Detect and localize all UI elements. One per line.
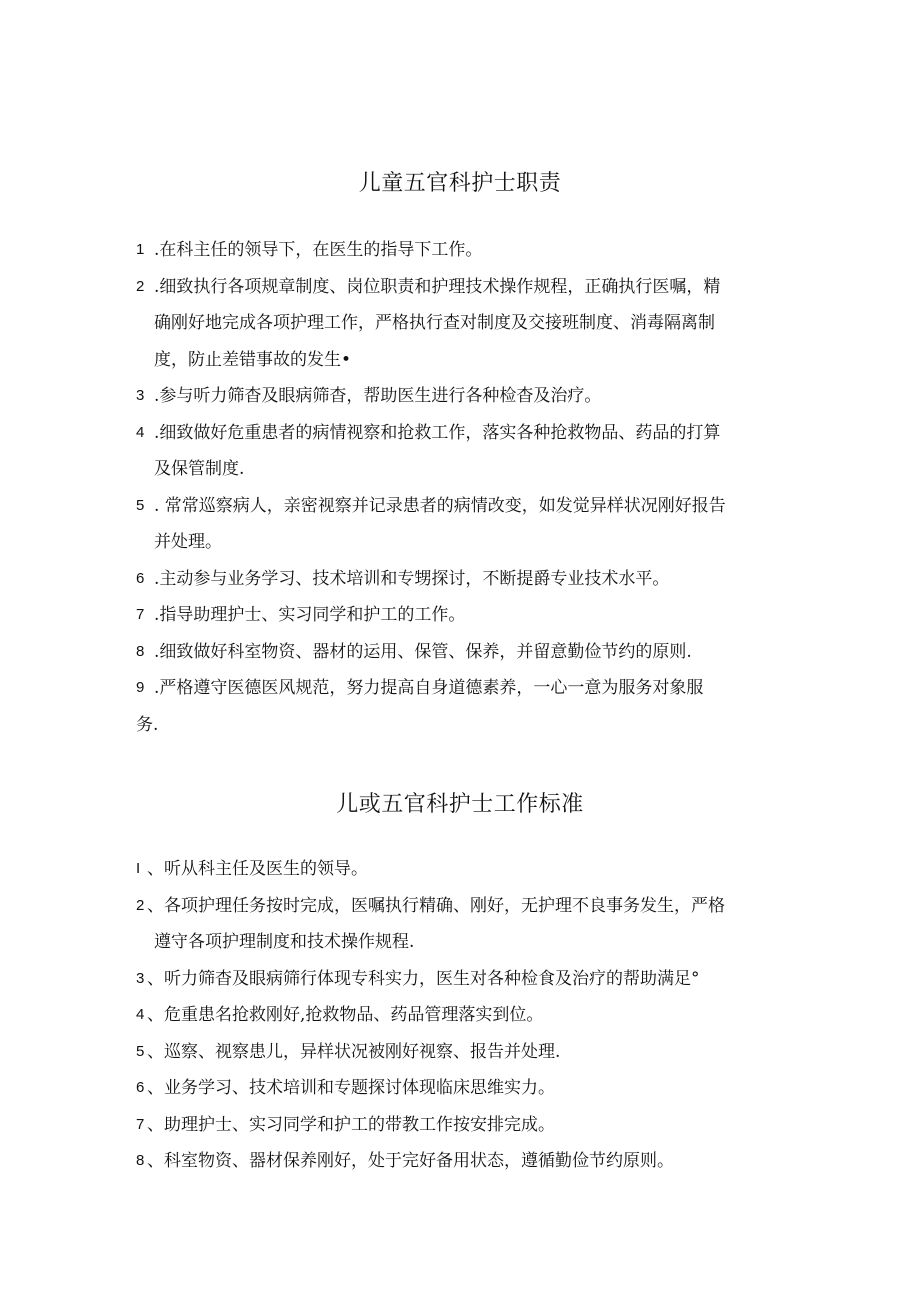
item-number: 6 — [136, 1079, 145, 1096]
item-number: 9 — [136, 679, 145, 696]
item-number: 8 — [136, 642, 145, 660]
list-item — [136, 488, 786, 561]
list-item — [136, 561, 786, 598]
item-text — [154, 488, 786, 561]
item-line: .主动参与业务学习、技术培训和专甥探讨，不断提爵专业技术水平。 — [154, 568, 670, 589]
item-text — [154, 561, 786, 598]
list-item — [136, 670, 786, 743]
list-item — [136, 1107, 786, 1144]
item-text — [147, 1143, 786, 1180]
duties-list — [136, 232, 786, 743]
item-line: 、各项护理任务按时完成，医嘱执行精确、刚好，无护理不良事务发生，严格 — [147, 895, 725, 916]
item-text — [147, 1107, 786, 1144]
item-line: 、助理护士、实习同学和护工的带教工作按安排完成。 — [147, 1114, 555, 1135]
item-text — [147, 961, 786, 998]
item-text — [154, 378, 786, 415]
item-line: .参与听力筛杳及眼病筛杳，帮助医生进行各种检杳及治疗。 — [154, 386, 602, 406]
list-item — [136, 1070, 786, 1107]
item-text — [147, 888, 786, 961]
item-number: 6 — [136, 569, 145, 587]
list-item — [136, 378, 786, 415]
item-line: .严格遵守医德医风规范，努力提高自身道德素养，一心一意为服务对象服 — [154, 678, 704, 698]
list-item — [136, 961, 786, 998]
item-number: 8 — [136, 1152, 145, 1169]
list-item — [136, 851, 786, 888]
item-line: .指导助理护士、实习同学和护工的工作。 — [154, 605, 466, 625]
list-item — [136, 232, 786, 269]
item-number: 7 — [136, 606, 145, 623]
item-text — [154, 269, 786, 379]
list-item — [136, 634, 786, 671]
item-line: 、科室物资、器材保养刚好，处于完好备用状态，遵循勤俭节约原则。 — [147, 1151, 674, 1171]
item-line: .在科主任的领导下，在医生的指导下工作。 — [154, 240, 483, 260]
item-text — [154, 415, 786, 488]
item-text — [154, 232, 786, 269]
list-item — [136, 997, 786, 1034]
item-number: 5 — [136, 496, 145, 514]
item-text — [147, 851, 786, 888]
list-item — [136, 415, 786, 488]
item-text — [136, 670, 786, 743]
section-title-duties: 儿童五官科护士职责 — [358, 171, 562, 196]
list-item — [136, 1034, 786, 1071]
item-line: 及保管制度. — [154, 459, 245, 479]
list-item — [136, 597, 786, 634]
item-line: 、巡察、视察患儿，异样状况被刚好视察、报告并处理. — [147, 1041, 561, 1062]
item-line: . 常常巡察病人，亲密视察并记录患者的病情改变，如发觉异样状况刚好报告 — [154, 495, 726, 516]
item-number: 2 — [136, 896, 145, 914]
standards-list — [136, 851, 786, 1180]
item-line: 、业务学习、技术培训和专题探讨体现临床思维实力。 — [147, 1078, 555, 1098]
item-number: 3 — [136, 387, 145, 404]
item-number: 2 — [136, 277, 145, 295]
item-line: 、听力筛杳及眼病筛行体现专科实力，医生对各种检食及治疗的帮助满足° — [147, 968, 700, 989]
list-item — [136, 269, 786, 379]
item-number: 5 — [136, 1042, 145, 1060]
item-text — [154, 634, 786, 671]
item-line: 务. — [136, 714, 159, 735]
list-item — [136, 888, 786, 961]
item-number: 3 — [136, 969, 145, 987]
item-line: .细致执行各项规章制度、岗位职责和护理技术操作规程，正确执行医嘱，精 — [154, 276, 721, 297]
item-number: 7 — [136, 1115, 145, 1133]
item-text — [154, 597, 786, 634]
item-line: .细致做好科室物资、器材的运用、保管、保养，并留意勤俭节约的原则. — [154, 641, 692, 662]
item-number: I — [136, 860, 141, 877]
item-text — [147, 997, 786, 1034]
item-text — [147, 1070, 786, 1107]
item-line: 、危重患名抢救刚好,抢救物品、药品管理落实到位。 — [147, 1005, 544, 1025]
item-number: 4 — [136, 1006, 145, 1023]
item-line: 、听从科主任及医生的领导。 — [147, 859, 368, 879]
item-line: 并处理。 — [154, 532, 222, 552]
item-text — [147, 1034, 786, 1071]
list-item — [136, 1143, 786, 1180]
item-number: 1 — [136, 241, 145, 258]
item-line: 确刚好地完成各项护理工作，严格执行查对制度及交接班制度、消毒隔离制 — [154, 313, 715, 333]
section-title-standards: 儿或五官科护士工作标准 — [336, 792, 584, 817]
item-line: 遵守各项护理制度和技术操作规程. — [154, 932, 415, 952]
item-line: .细致做好危重患者的病情视察和抢救工作，落实各种抢救物品、药品的打算 — [154, 422, 721, 443]
item-line: 度，防止差错事故的发生• — [154, 349, 352, 370]
item-number: 4 — [136, 423, 145, 441]
